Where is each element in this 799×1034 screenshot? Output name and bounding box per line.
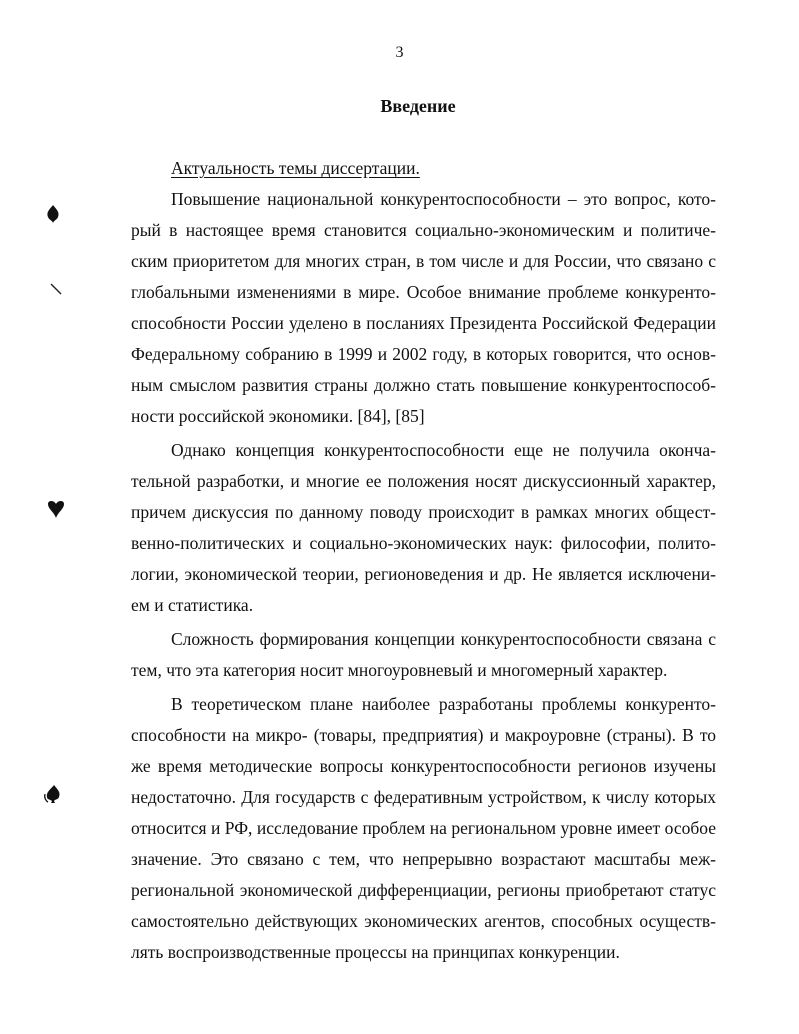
body-text	[131, 153, 716, 971]
margin-blot-mark	[43, 204, 63, 224]
paragraph-2: Однако концепция конкурентоспособности еще не получила окончательной разработки, и многие ее положения носят дискуссионный характер, причем дискуссия по данному поводу происходит в рамках многих общественно-политических и социально-экономических наук: философии, политологии, экономической теории, регионоведения и др. Не является исключением и статистика.	[131, 440, 716, 615]
margin-spade-mark	[43, 784, 63, 804]
paragraph-4: В теоретическом плане наиболее разработаны проблемы конкурентоспособности на микро- (товары, предприятия) и макроуровне (страны). В то же время методические вопросы конкурентоспособности регионов изучены недостаточно. Для государств с федеративным устройством, к числу которых относится и РФ, исследование проблем на региональном уровне имеет особое значение. Это связано с тем, что непрерывно возрастают масштабы межрегиональной экономической дифференциации, регионы приобретают статус самостоятельно действующих экономических агентов, способных осуществлять воспроизводственные процессы на принципах конкуренции.	[131, 694, 716, 962]
section-title: Введение	[380, 96, 456, 116]
subheading-relevance: Актуальность темы диссертации.	[171, 158, 420, 178]
paragraph-1: Повышение национальной конкурентоспособности – это вопрос, который в настоящее время становится социально-экономическим и политическим приоритетом для многих стран, в том числе и для России, что связано с глобальными изменениями в мире. Особое внимание проблеме конкурентоспособности России уделено в посланиях Президента Российской Федерации Федеральному собранию в 1999 и 2002 году, в которых говорится, что основным смыслом развития страны должно стать повышение конкурентоспособности российской экономики. [84], [85]	[131, 189, 716, 426]
margin-heart-mark	[46, 499, 66, 519]
page-number: 3	[395, 44, 404, 61]
margin-stroke-mark	[48, 280, 68, 300]
paragraph-3: Сложность формирования концепции конкурентоспособности связана с тем, что эта категория носит многоуровневый и многомерный характер.	[131, 629, 716, 680]
